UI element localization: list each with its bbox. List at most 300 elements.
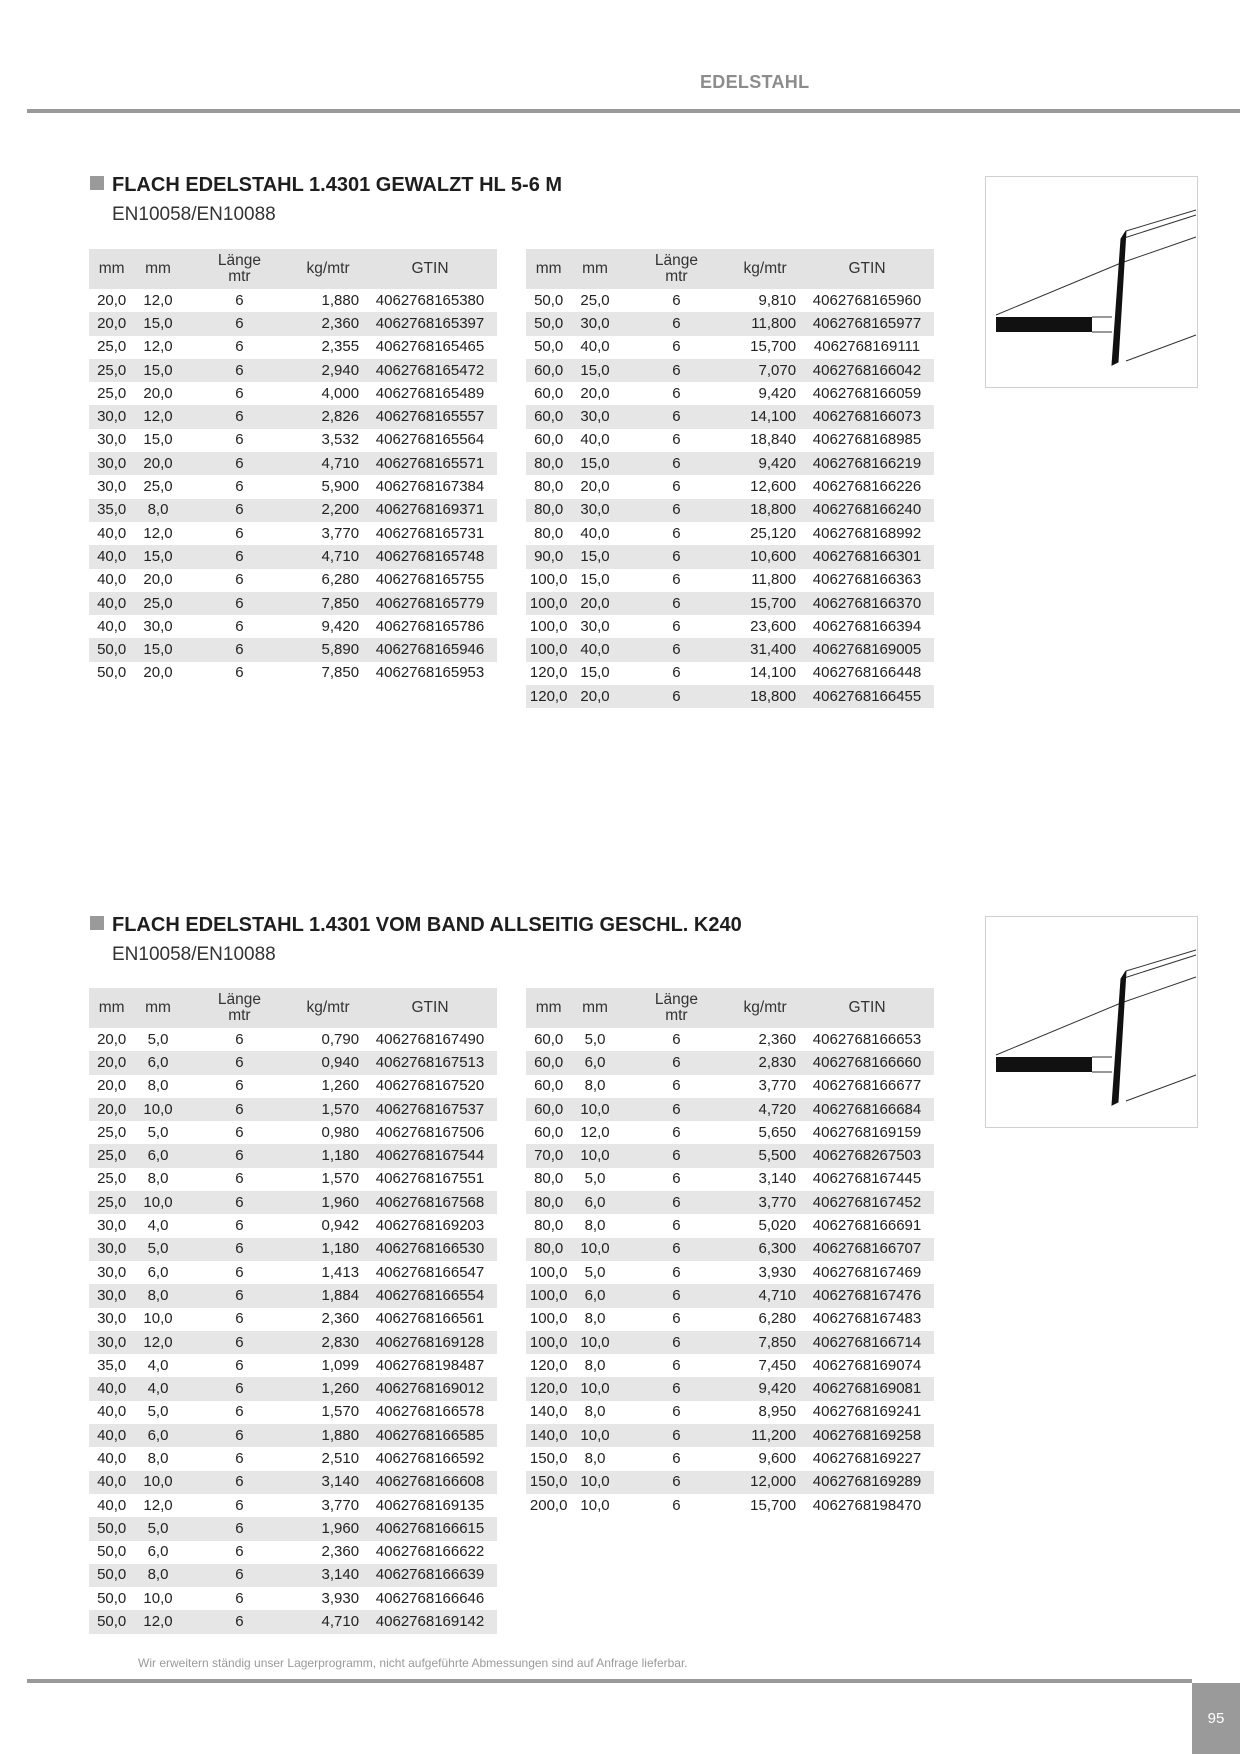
cell-length-mtr: 6 <box>672 1356 681 1374</box>
table-row <box>89 545 497 568</box>
cell-length-mtr: 6 <box>235 524 244 542</box>
table-row <box>526 662 934 685</box>
cell-width-mm: 120,0 <box>526 685 571 708</box>
cell-width-mm: 20,0 <box>89 312 134 335</box>
column-header-thickness-mm: mm <box>134 249 181 289</box>
table-row <box>526 1471 934 1494</box>
cell-width-mm: 50,0 <box>89 1517 134 1540</box>
cell-length-mtr: 6 <box>182 1610 297 1633</box>
cell-weight-kg-mtr: 11,800 <box>734 312 800 335</box>
cell-gtin: 4062768166240 <box>800 499 934 522</box>
table-row <box>89 1168 497 1191</box>
cell-gtin: 4062768165397 <box>363 312 497 335</box>
cell-gtin: 4062768165489 <box>375 384 485 402</box>
cell-length-mtr: 6 <box>235 1356 244 1374</box>
cell-weight-kg-mtr: 11,800 <box>751 571 797 589</box>
cell-weight-kg-mtr: 5,900 <box>321 478 360 496</box>
cell-gtin: 4062768165977 <box>800 312 934 335</box>
cell-weight-kg-mtr: 5,500 <box>734 1144 800 1167</box>
cell-width-mm: 30,0 <box>89 1238 134 1261</box>
section-2-table-right <box>526 988 934 1517</box>
cell-thickness-mm: 10,0 <box>143 1310 173 1328</box>
cell-thickness-mm: 25,0 <box>580 291 610 309</box>
cell-thickness-mm: 6,0 <box>571 1284 618 1307</box>
cell-gtin: 4062768169289 <box>800 1471 934 1494</box>
cell-width-mm: 80,0 <box>526 1191 571 1214</box>
cell-width-mm: 20,0 <box>97 1077 127 1095</box>
cell-weight-kg-mtr: 1,180 <box>297 1144 363 1167</box>
cell-length-mtr: 6 <box>182 1564 297 1587</box>
cell-length-mtr: 6 <box>672 1170 681 1188</box>
cell-gtin: 4062768165786 <box>375 617 485 635</box>
cell-thickness-mm: 10,0 <box>571 1471 618 1494</box>
cell-gtin: 4062768166301 <box>800 545 934 568</box>
cell-thickness-mm: 8,0 <box>584 1403 606 1421</box>
cell-width-mm: 50,0 <box>97 664 127 682</box>
cell-weight-kg-mtr: 1,570 <box>321 1170 360 1188</box>
cell-thickness-mm: 8,0 <box>147 1449 169 1467</box>
table-row <box>89 1261 497 1284</box>
cell-thickness-mm: 10,0 <box>134 1191 181 1214</box>
cell-length-mtr: 6 <box>619 1238 734 1261</box>
cell-thickness-mm: 20,0 <box>134 452 181 475</box>
column-header-width-mm: mm <box>89 988 134 1028</box>
cell-thickness-mm: 20,0 <box>143 664 173 682</box>
header-divider <box>27 109 1240 113</box>
cell-weight-kg-mtr: 1,180 <box>297 1238 363 1261</box>
cell-gtin: 4062768165564 <box>375 431 485 449</box>
cell-thickness-mm: 12,0 <box>143 291 173 309</box>
cell-gtin: 4062768167490 <box>375 1030 485 1048</box>
cell-weight-kg-mtr: 0,940 <box>297 1051 363 1074</box>
cell-length-mtr: 6 <box>182 638 297 661</box>
cell-gtin: 4062768198487 <box>375 1356 485 1374</box>
cell-weight-kg-mtr: 0,942 <box>321 1217 360 1235</box>
cell-width-mm: 20,0 <box>97 1030 127 1048</box>
cell-gtin: 4062768169203 <box>375 1217 485 1235</box>
flat-bar-illustration-icon <box>985 176 1198 388</box>
table-row <box>526 1168 934 1191</box>
cell-thickness-mm: 8,0 <box>584 1077 606 1095</box>
cell-length-mtr: 6 <box>619 1471 734 1494</box>
table-row <box>526 1354 934 1377</box>
cell-width-mm: 80,0 <box>534 478 564 496</box>
cell-weight-kg-mtr: 3,930 <box>321 1589 360 1607</box>
cell-thickness-mm: 8,0 <box>147 1077 169 1095</box>
cell-length-mtr: 6 <box>182 1238 297 1261</box>
cell-gtin: 4062768166561 <box>375 1310 485 1328</box>
table-row <box>526 592 934 615</box>
table-row <box>89 1471 497 1494</box>
cell-width-mm: 100,0 <box>529 617 568 635</box>
cell-width-mm: 90,0 <box>526 545 571 568</box>
cell-width-mm: 30,0 <box>89 1284 134 1307</box>
cell-length-mtr: 6 <box>235 1449 244 1467</box>
cell-gtin: 4062768169012 <box>363 1377 497 1400</box>
table-row <box>89 429 497 452</box>
table-row <box>526 1144 934 1167</box>
cell-length-mtr: 6 <box>672 291 681 309</box>
table-row <box>526 638 934 661</box>
cell-width-mm: 100,0 <box>529 1263 568 1281</box>
cell-thickness-mm: 8,0 <box>134 1284 181 1307</box>
table-row <box>89 662 497 685</box>
cell-thickness-mm: 40,0 <box>580 338 610 356</box>
table-header-row <box>526 249 934 289</box>
cell-width-mm: 80,0 <box>534 1170 564 1188</box>
cell-thickness-mm: 10,0 <box>571 1377 618 1400</box>
cell-length-mtr: 6 <box>619 1051 734 1074</box>
cell-thickness-mm: 15,0 <box>571 545 618 568</box>
column-header-width-mm: mm <box>526 249 571 289</box>
cell-weight-kg-mtr: 1,260 <box>297 1377 363 1400</box>
table-row <box>89 289 497 312</box>
cell-width-mm: 40,0 <box>89 1377 134 1400</box>
cell-thickness-mm: 6,0 <box>134 1051 181 1074</box>
cell-gtin: 4062768167513 <box>363 1051 497 1074</box>
cell-length-mtr: 6 <box>182 1191 297 1214</box>
cell-gtin: 4062768169081 <box>800 1377 934 1400</box>
cell-weight-kg-mtr: 1,570 <box>297 1098 363 1121</box>
cell-length-mtr: 6 <box>619 452 734 475</box>
cell-length-mtr: 6 <box>619 405 734 428</box>
column-header-weight-kg-mtr: kg/mtr <box>734 249 800 289</box>
cell-thickness-mm: 5,0 <box>584 1263 606 1281</box>
column-header-thickness-mm: mm <box>571 249 618 289</box>
cell-weight-kg-mtr: 1,260 <box>321 1077 360 1095</box>
cell-width-mm: 40,0 <box>97 1449 127 1467</box>
column-header-gtin: GTIN <box>363 988 497 1028</box>
table-row <box>89 1284 497 1307</box>
cell-length-mtr: 6 <box>619 1191 734 1214</box>
cell-gtin: 4062768165779 <box>363 592 497 615</box>
cell-weight-kg-mtr: 9,420 <box>758 384 797 402</box>
cell-length-mtr: 6 <box>182 1284 297 1307</box>
section-1-title <box>90 174 562 197</box>
cell-gtin: 4062768169159 <box>812 1123 922 1141</box>
cell-width-mm: 60,0 <box>526 1098 571 1121</box>
cell-weight-kg-mtr: 1,884 <box>297 1284 363 1307</box>
cell-weight-kg-mtr: 12,600 <box>750 478 797 496</box>
table-row <box>89 1587 497 1610</box>
cell-weight-kg-mtr: 3,770 <box>321 524 360 542</box>
cell-length-mtr: 6 <box>235 1543 244 1561</box>
cell-length-mtr: 6 <box>619 499 734 522</box>
cell-weight-kg-mtr: 4,720 <box>734 1098 800 1121</box>
cell-width-mm: 25,0 <box>97 1170 127 1188</box>
cell-width-mm: 40,0 <box>97 1496 127 1514</box>
cell-length-mtr: 6 <box>182 1517 297 1540</box>
table-row <box>526 475 934 498</box>
cell-width-mm: 35,0 <box>89 499 134 522</box>
table-row <box>89 499 497 522</box>
cell-thickness-mm: 30,0 <box>580 617 610 635</box>
cell-gtin: 4062768165748 <box>363 545 497 568</box>
cell-thickness-mm: 20,0 <box>571 592 618 615</box>
cell-weight-kg-mtr: 1,880 <box>321 291 360 309</box>
cell-length-mtr: 6 <box>619 1377 734 1400</box>
cell-weight-kg-mtr: 6,280 <box>758 1310 797 1328</box>
cell-length-mtr: 6 <box>619 638 734 661</box>
cell-length-mtr: 6 <box>235 1077 244 1095</box>
cell-thickness-mm: 8,0 <box>584 1310 606 1328</box>
cell-weight-kg-mtr: 5,020 <box>758 1217 797 1235</box>
cell-thickness-mm: 8,0 <box>584 1449 606 1467</box>
cell-width-mm: 120,0 <box>526 1377 571 1400</box>
cell-weight-kg-mtr: 1,413 <box>321 1263 360 1281</box>
cell-gtin: 4062768166714 <box>800 1331 934 1354</box>
cell-gtin: 4062768165571 <box>363 452 497 475</box>
cell-gtin: 4062768166585 <box>363 1424 497 1447</box>
cell-width-mm: 50,0 <box>526 312 571 335</box>
table-row <box>89 1144 497 1167</box>
table-row <box>526 522 934 545</box>
cell-gtin: 4062768165465 <box>375 338 485 356</box>
cell-width-mm: 50,0 <box>97 1543 127 1561</box>
footer-note: Wir erweitern ständig unser Lagerprogramm, nicht aufgeführte Abmessungen sind auf Anfrage lieferbar. <box>138 1656 688 1670</box>
cell-length-mtr: 6 <box>182 545 297 568</box>
cell-width-mm: 50,0 <box>89 638 134 661</box>
cell-length-mtr: 6 <box>182 1377 297 1400</box>
cell-weight-kg-mtr: 3,770 <box>758 1077 797 1095</box>
cell-width-mm: 60,0 <box>534 1030 564 1048</box>
cell-weight-kg-mtr: 1,570 <box>321 1403 360 1421</box>
table-row <box>526 359 934 382</box>
cell-weight-kg-mtr: 9,420 <box>734 1377 800 1400</box>
cell-width-mm: 30,0 <box>97 1217 127 1235</box>
cell-thickness-mm: 30,0 <box>571 405 618 428</box>
cell-weight-kg-mtr: 4,710 <box>734 1284 800 1307</box>
cell-gtin: 4062768166653 <box>812 1030 922 1048</box>
cell-width-mm: 60,0 <box>526 359 571 382</box>
cell-width-mm: 40,0 <box>89 592 134 615</box>
cell-length-mtr: 6 <box>235 1030 244 1048</box>
cell-width-mm: 150,0 <box>526 1471 571 1494</box>
cell-width-mm: 100,0 <box>529 1310 568 1328</box>
cell-thickness-mm: 15,0 <box>571 452 618 475</box>
table-header-row <box>89 988 497 1028</box>
table-row <box>526 1051 934 1074</box>
cell-length-mtr: 6 <box>672 571 681 589</box>
cell-length-mtr: 6 <box>235 571 244 589</box>
cell-gtin: 4062768167469 <box>812 1263 922 1281</box>
cell-length-mtr: 6 <box>672 1496 681 1514</box>
cell-gtin: 4062768166363 <box>812 571 922 589</box>
cell-weight-kg-mtr: 1,960 <box>297 1517 363 1540</box>
cell-length-mtr: 6 <box>182 452 297 475</box>
cell-weight-kg-mtr: 14,100 <box>734 405 800 428</box>
table-row <box>89 569 497 592</box>
cell-length-mtr: 6 <box>672 478 681 496</box>
table-row <box>526 1098 934 1121</box>
cell-gtin: 4062768165380 <box>375 291 485 309</box>
cell-weight-kg-mtr: 3,140 <box>297 1564 363 1587</box>
cell-gtin: 4062768165953 <box>375 664 485 682</box>
cell-length-mtr: 6 <box>619 685 734 708</box>
cell-width-mm: 40,0 <box>89 1471 134 1494</box>
cell-width-mm: 40,0 <box>89 545 134 568</box>
cell-gtin: 4062768166455 <box>800 685 934 708</box>
cell-width-mm: 20,0 <box>89 1051 134 1074</box>
table-row <box>89 1354 497 1377</box>
cell-gtin: 4062768165755 <box>375 571 485 589</box>
cell-thickness-mm: 8,0 <box>584 1217 606 1235</box>
cell-gtin: 4062768167551 <box>375 1170 485 1188</box>
cell-weight-kg-mtr: 2,360 <box>758 1030 797 1048</box>
cell-weight-kg-mtr: 12,000 <box>734 1471 800 1494</box>
cell-weight-kg-mtr: 2,360 <box>297 312 363 335</box>
cell-width-mm: 30,0 <box>97 431 127 449</box>
cell-width-mm: 100,0 <box>526 638 571 661</box>
cell-length-mtr: 6 <box>182 359 297 382</box>
cell-thickness-mm: 12,0 <box>143 338 173 356</box>
cell-gtin: 4062768169005 <box>800 638 934 661</box>
cell-weight-kg-mtr: 2,200 <box>297 499 363 522</box>
cell-length-mtr: 6 <box>672 617 681 635</box>
section-1-table-right <box>526 249 934 708</box>
cell-width-mm: 25,0 <box>97 1123 127 1141</box>
cell-gtin: 4062768168985 <box>812 431 922 449</box>
cell-length-mtr: 6 <box>182 1331 297 1354</box>
cell-thickness-mm: 5,0 <box>584 1030 606 1048</box>
cell-length-mtr: 6 <box>235 1170 244 1188</box>
cell-thickness-mm: 8,0 <box>584 1356 606 1374</box>
cell-width-mm: 60,0 <box>526 405 571 428</box>
table-row <box>89 1377 497 1400</box>
table-header-row <box>89 249 497 289</box>
cell-thickness-mm: 6,0 <box>134 1144 181 1167</box>
column-header-width-mm: mm <box>89 249 134 289</box>
cell-length-mtr: 6 <box>182 405 297 428</box>
column-header-width-mm: mm <box>526 988 571 1028</box>
cell-width-mm: 30,0 <box>89 405 134 428</box>
table-row <box>89 1238 497 1261</box>
cell-length-mtr: 6 <box>672 1123 681 1141</box>
cell-gtin: 4062768167506 <box>375 1123 485 1141</box>
column-header-gtin: GTIN <box>800 249 934 289</box>
cell-width-mm: 40,0 <box>97 1403 127 1421</box>
table-row <box>89 1075 497 1098</box>
cell-length-mtr: 6 <box>672 1263 681 1281</box>
cell-gtin: 4062768166615 <box>363 1517 497 1540</box>
column-header-weight-kg-mtr: kg/mtr <box>734 988 800 1028</box>
cell-gtin: 4062768166608 <box>363 1471 497 1494</box>
column-header-weight-kg-mtr: kg/mtr <box>297 249 363 289</box>
cell-gtin: 4062768169128 <box>363 1331 497 1354</box>
cell-weight-kg-mtr: 18,840 <box>750 431 797 449</box>
table-row <box>89 1331 497 1354</box>
cell-thickness-mm: 10,0 <box>134 1471 181 1494</box>
cell-length-mtr: 6 <box>619 1098 734 1121</box>
cell-length-mtr: 6 <box>182 592 297 615</box>
cell-thickness-mm: 15,0 <box>134 312 181 335</box>
table-row <box>89 1051 497 1074</box>
cell-length-mtr: 6 <box>235 1496 244 1514</box>
cell-width-mm: 80,0 <box>534 1217 564 1235</box>
cell-thickness-mm: 10,0 <box>580 1496 610 1514</box>
table-row <box>526 1494 934 1517</box>
cell-weight-kg-mtr: 2,826 <box>297 405 363 428</box>
cell-thickness-mm: 12,0 <box>134 1610 181 1633</box>
cell-width-mm: 60,0 <box>534 431 564 449</box>
cell-gtin: 4062768167520 <box>375 1077 485 1095</box>
cell-length-mtr: 6 <box>619 1284 734 1307</box>
cell-thickness-mm: 12,0 <box>143 524 173 542</box>
table-row <box>526 429 934 452</box>
cell-gtin: 4062768167384 <box>375 478 485 496</box>
table-row <box>89 1517 497 1540</box>
section-2-table-left <box>89 988 497 1634</box>
table-row <box>89 1610 497 1633</box>
cell-width-mm: 140,0 <box>529 1403 568 1421</box>
cell-gtin: 4062768166691 <box>812 1217 922 1235</box>
cell-weight-kg-mtr: 25,120 <box>750 524 797 542</box>
cell-weight-kg-mtr: 5,650 <box>758 1123 797 1141</box>
cell-gtin: 4062768166677 <box>812 1077 922 1095</box>
cell-length-mtr: 6 <box>235 1403 244 1421</box>
table-row <box>526 1261 934 1284</box>
cell-gtin: 4062768166547 <box>375 1263 485 1281</box>
cell-thickness-mm: 8,0 <box>147 1170 169 1188</box>
table-row <box>526 1238 934 1261</box>
cell-gtin: 4062768166622 <box>375 1543 485 1561</box>
section-1-title-text: FLACH EDELSTAHL 1.4301 GEWALZT HL 5-6 M <box>112 174 563 196</box>
cell-thickness-mm: 5,0 <box>147 1123 169 1141</box>
cell-length-mtr: 6 <box>235 384 244 402</box>
cell-thickness-mm: 15,0 <box>134 359 181 382</box>
cell-thickness-mm: 10,0 <box>571 1424 618 1447</box>
cell-gtin: 4062768165472 <box>363 359 497 382</box>
cell-weight-kg-mtr: 7,850 <box>734 1331 800 1354</box>
cell-gtin: 4062768166646 <box>375 1589 485 1607</box>
cell-gtin: 4062768169111 <box>813 338 921 356</box>
cell-weight-kg-mtr: 4,710 <box>297 452 363 475</box>
cell-length-mtr: 6 <box>619 545 734 568</box>
cell-weight-kg-mtr: 14,100 <box>750 664 797 682</box>
page-number: 95 <box>1192 1683 1240 1754</box>
cell-length-mtr: 6 <box>672 431 681 449</box>
cell-thickness-mm: 6,0 <box>134 1424 181 1447</box>
cell-width-mm: 80,0 <box>534 524 564 542</box>
table-row <box>526 685 934 708</box>
cell-thickness-mm: 6,0 <box>147 1543 169 1561</box>
cell-weight-kg-mtr: 7,070 <box>734 359 800 382</box>
cell-gtin: 4062768166370 <box>800 592 934 615</box>
table-row <box>526 1121 934 1144</box>
table-row <box>526 382 934 405</box>
cell-thickness-mm: 20,0 <box>143 384 173 402</box>
page-header-title: EDELSTAHL <box>700 72 810 92</box>
cell-weight-kg-mtr: 1,880 <box>297 1424 363 1447</box>
table-row <box>526 1308 934 1331</box>
cell-thickness-mm: 40,0 <box>571 638 618 661</box>
cell-thickness-mm: 8,0 <box>134 1564 181 1587</box>
cell-length-mtr: 6 <box>182 312 297 335</box>
cell-gtin: 4062768166394 <box>812 617 922 635</box>
section-2-subtitle: EN10058/EN10088 <box>112 944 276 965</box>
table-row <box>89 1214 497 1237</box>
cell-length-mtr: 6 <box>235 1589 244 1607</box>
cell-thickness-mm: 10,0 <box>571 1098 618 1121</box>
cell-gtin: 4062768169258 <box>800 1424 934 1447</box>
cell-length-mtr: 6 <box>672 1449 681 1467</box>
table-row <box>89 1028 497 1051</box>
cell-weight-kg-mtr: 9,420 <box>321 617 360 635</box>
cell-length-mtr: 6 <box>672 1403 681 1421</box>
cell-width-mm: 30,0 <box>97 1263 127 1281</box>
cell-thickness-mm: 5,0 <box>134 1238 181 1261</box>
cell-width-mm: 30,0 <box>89 1331 134 1354</box>
